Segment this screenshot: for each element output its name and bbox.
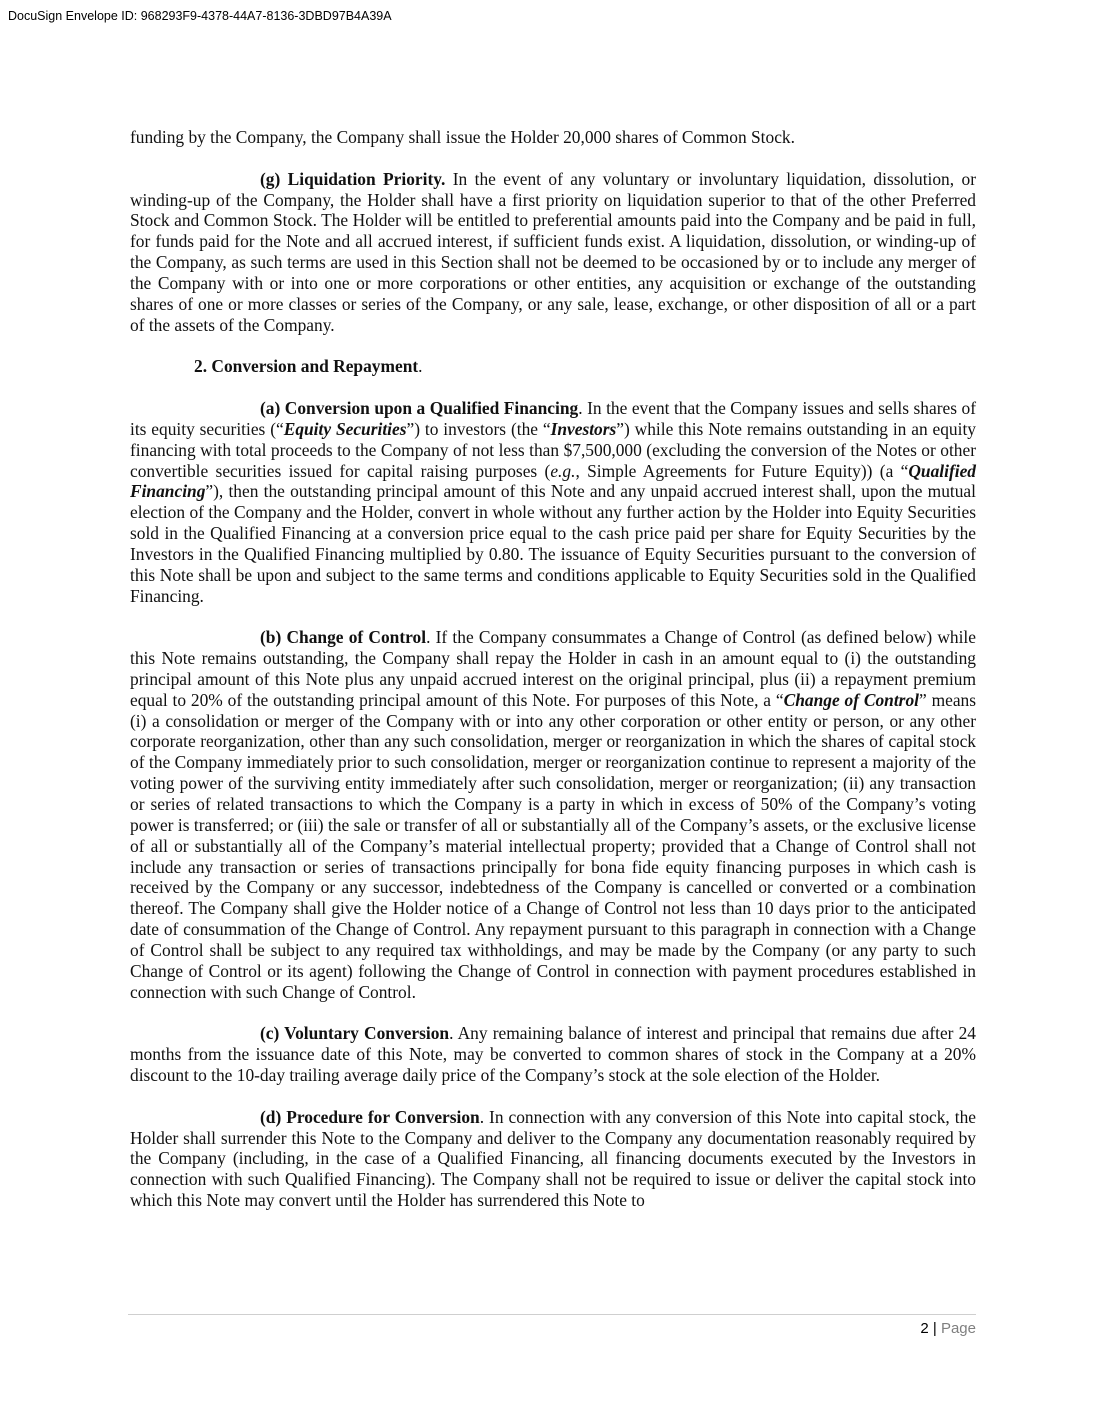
paragraph-voluntary-conversion bbox=[130, 1023, 976, 1086]
document-body bbox=[130, 127, 976, 1211]
paragraph-liquidation-priority bbox=[130, 169, 976, 336]
page-separator: | bbox=[928, 1320, 941, 1337]
heading-conversion-and-repayment: 2. Conversion and Repayment bbox=[194, 356, 419, 377]
heading-voluntary-conversion: (c) Voluntary Conversion bbox=[260, 1023, 450, 1044]
paragraph-change-of-control bbox=[130, 627, 976, 1002]
change-of-control-text-2: ” means (i) a consolidation or merger of the Company with or into any other corporation or other entity or person, or any other corporate reorganization, other than any such consolidation, merger or reorganization in which the shares of capital stock of the Company immediately prior to such consolidation, merger or reorganization continue to represent a majority of the voting power of the surviving entity immediately after such consolidation, merger or reorganization; (ii) any transaction or series of related transactions to which the Company is a party in which in excess of 50% of the Company’s voting power is transferred; or (iii) the sale or transfer of all or substantially all of the Company’s assets, or the exclusive license of all or substantially all of the Company’s material intellectual property; provided that a Change of Control shall not include any transaction or series of transactions principally for bona fide equity financing purposes in which cash is received by the Company or any successor, indebtedness of the Company is cancelled or converted or a combination thereof. The Company shall give the Holder notice of a Change of Control not less than 10 days prior to the anticipated date of consummation of the Change of Control. Any repayment pursuant to this paragraph in connection with a Change of Control shall be subject to any required tax withholdings, and may be made by the Company (or any party to such Change of Control or its agent) following the Change of Control in connection with payment procedures established in connection with such Change of Control. bbox=[130, 689, 976, 1002]
heading-liquidation-priority: (g) Liquidation Priority. bbox=[260, 168, 446, 189]
voluntary-conversion-text: . Any remaining balance of interest and principal that remains due after 24 months from the issuance date of this Note, may be converted to common shares of stock in the Company at a 20% discount to the 10-day trailing average daily price of the Company’s stock at the sole election of the Holder. bbox=[130, 1023, 976, 1085]
qualified-financing-text-5: ”), then the outstanding principal amount of this Note and any unpaid accrued interest shall, upon the mutual election of the Company and the Holder, convert in whole without any further action by the Holder into Equity Securities sold in the Qualified Financing at a conversion price equal to the cash price paid per share for Equity Securities by the Investors in the Qualified Financing multiplied by 0.80. The issuance of Equity Securities pursuant to the conversion of this Note shall be upon and subject to the same terms and conditions applicable to Equity Securities sold in the Qualified Financing. bbox=[130, 481, 976, 606]
term-investors: Investors bbox=[550, 418, 617, 439]
heading-qualified-financing: (a) Conversion upon a Qualified Financing bbox=[260, 397, 579, 418]
paragraph-continuation: funding by the Company, the Company shall issue the Holder 20,000 shares of Common Stock. bbox=[130, 127, 795, 147]
page-number: 2 bbox=[920, 1320, 929, 1337]
term-change-of-control: Change of Control bbox=[783, 689, 919, 710]
heading-change-of-control: (b) Change of Control bbox=[260, 627, 427, 648]
paragraph-procedure-for-conversion bbox=[130, 1107, 976, 1211]
change-of-control-text-1: . If the Company consummates a Change of Control (as defined below) while this Note remains outstanding, the Company shall repay the Holder in cash in an amount equal to (i) the outstanding principal amount of this Note plus any unpaid accrued interest on the original principal, plus (ii) a repayment premium equal to 20% of the outstanding principal amount of this Note. For purposes of this Note, a “ bbox=[130, 627, 976, 710]
term-eg: e.g. bbox=[550, 460, 576, 481]
qualified-financing-text-4: , Simple Agreements for Future Equity)) (a “ bbox=[575, 460, 909, 481]
page-label: Page bbox=[940, 1320, 976, 1337]
footer-divider bbox=[128, 1314, 976, 1315]
qualified-financing-text-3: ”) while this Note remains outstanding in an equity financing with total proceeds to the Company of not less than $7,500,000 (excluding the conversion of the Notes or other convertible securities issued for capital raising purposes ( bbox=[130, 418, 976, 481]
procedure-for-conversion-text: . In connection with any conversion of this Note into capital stock, the Holder shall surrender this Note to the Company and deliver to the Company any documentation reasonably required by the Company (including, in the case of a Qualified Financing, all financing documents executed by the Investors in connection with such Qualified Financing). The Company shall not be required to issue or deliver the capital stock into which this Note may convert until the Holder has surrendered this Note to bbox=[130, 1106, 977, 1211]
qualified-financing-text-1: . In the event that the Company issues and sells shares of its equity securities (“ bbox=[130, 397, 976, 439]
liquidation-priority-text: In the event of any voluntary or involuntary liquidation, dissolution, or winding-up of the Company, the Holder shall have a first priority on liquidation superior to that of the other Preferred Stock and Common Stock. The Holder will be entitled to preferential amounts paid into the Company and be paid in full, for funds paid for the Note and all accrued interest, if sufficient funds exist. A liquidation, dissolution, or winding-up of the Company, as such terms are used in this Section shall not be deemed to be occasioned by or to include any merger of the Company with or into one or more corporations or other entities, any acquisition or exchange of the outstanding shares of one or more classes or series of the Company, or any sale, lease, exchange, or other disposition of all or a part of the assets of the Company. bbox=[130, 168, 976, 335]
qualified-financing-text-2: ”) to investors (the “ bbox=[406, 418, 551, 439]
section-heading-suffix: . bbox=[418, 356, 423, 377]
heading-procedure-for-conversion: (d) Procedure for Conversion bbox=[260, 1106, 480, 1127]
term-equity-securities: Equity Securities bbox=[283, 418, 407, 439]
term-qualified-financing: Qualified Financing bbox=[130, 460, 976, 502]
docusign-envelope-id: DocuSign Envelope ID: 968293F9-4378-44A7-8136-3DBD97B4A39A bbox=[8, 9, 392, 23]
section-heading-conversion bbox=[130, 356, 976, 377]
page-footer bbox=[920, 1320, 976, 1337]
paragraph-qualified-financing bbox=[130, 398, 976, 606]
